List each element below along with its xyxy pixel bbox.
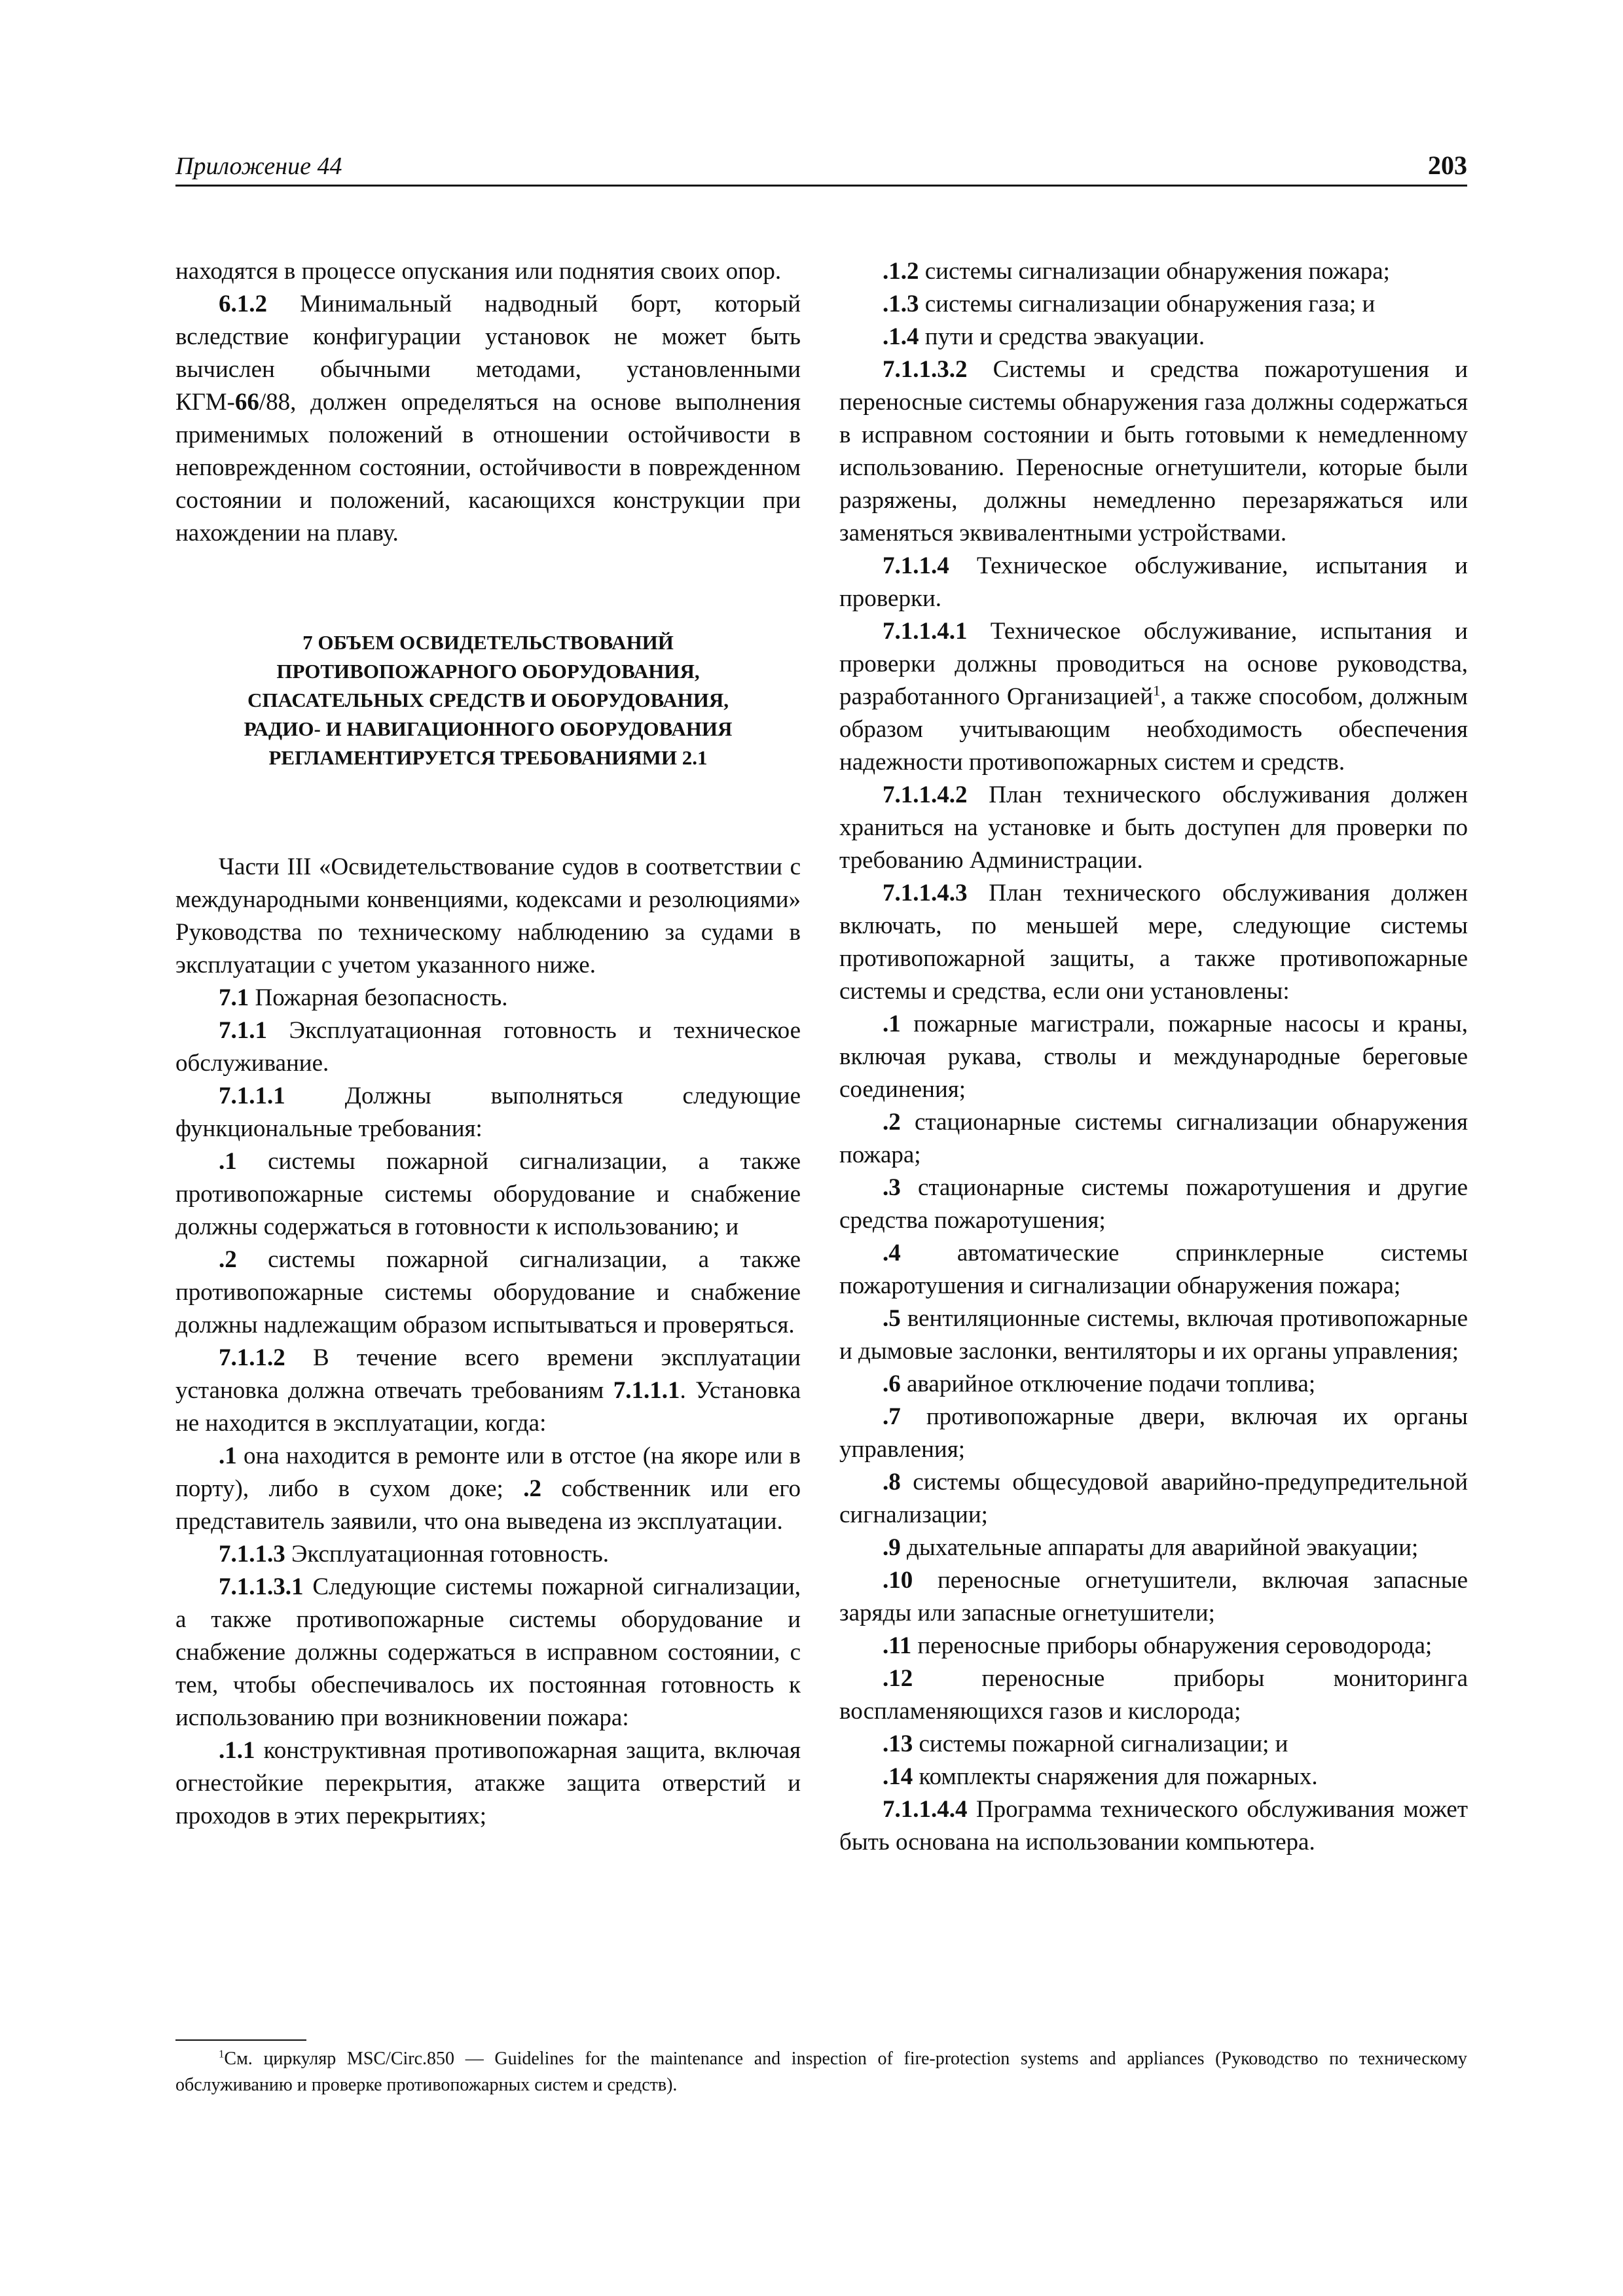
paragraph-6-1-2: 6.1.2 Минимальный надводный борт, который вследствие конфигурации установок не может быть вычислен обычными методами, установленными КГМ-66/88, должен определяться на основе выполнения применимых положений в отношении остойчивости в неповрежденном состоянии, остойчивости в поврежденном состоянии и положений, касающихся конструкции при нахождении на плаву. [175,291,801,547]
list-item: .2 стационарные системы сигнализации обнаружения пожара; [839,1109,1468,1168]
paragraph-7-1-1-3-2: 7.1.1.3.2 Системы и средства пожаротушения и переносные системы обнаружения газа должны содержаться в исправном состоянии и быть готовыми к немедленному использованию. Переносные огнетушители, которые были разряжены, должны немедленно перезаряжаться или заменяться эквивалентными устройствами. [839,356,1468,547]
paragraph-7-1-1-1: 7.1.1.1 Должны выполняться следующие функциональные требования: [175,1083,801,1142]
list-item: .1 она находится в ремонте или в отстое (на якоре или в порту), либо в сухом доке; .2 собственник или его представитель заявили, что она выведена из эксплуатации. [175,1443,801,1535]
list-item: .12 переносные приборы мониторинга воспламеняющихся газов и кислорода; [839,1665,1468,1725]
list-item: .5 вентиляционные системы, включая противопожарные и дымовые заслонки, вентиляторы и их органы управления; [839,1305,1468,1365]
list-item: .1.2 системы сигнализации обнаружения пожара; [883,258,1390,285]
list-item: .14 комплекты снаряжения для пожарных. [883,1763,1318,1790]
paragraph-7-1-1-3: 7.1.1.3 Эксплуатационная готовность. [219,1541,609,1568]
left-column [175,255,801,1833]
paragraph-7-1-1: 7.1.1 Эксплуатационная готовность и техническое обслуживание. [175,1017,801,1077]
paragraph-7-1-1-4-1: 7.1.1.4.1 Техническое обслуживание, испытания и проверки должны проводиться на основе руководства, разработанного Организацией$^1$, а также способом, должным образом учитывающим необходимость обеспечения надежности противопожарных систем и средств. [839,618,1468,776]
heading-line: 7 ОБЪЕМ ОСВИДЕТЕЛЬСТВОВАНИЙ [302,631,674,654]
right-column [839,255,1468,1859]
list-item: .7 противопожарные двери, включая их органы управления; [839,1403,1468,1463]
list-item: .1.4 пути и средства эвакуации. [883,323,1205,350]
paragraph: находятся в процессе опускания или поднятия своих опор. [175,258,782,285]
list-item: .1.3 системы сигнализации обнаружения газа; и [883,291,1376,317]
paragraph: Части III «Освидетельствование судов в соответствии с международными конвенциями, кодексами и резолюциями» Руководства по техническому наблюдению за судами в эксплуатации с учетом указанного ниже. [175,853,801,978]
page-number: 203 [1428,151,1467,180]
list-item: .13 системы пожарной сигнализации; и [883,1731,1288,1757]
list-item: .4 автоматические спринклерные системы пожаротушения и сигнализации обнаружения пожара; [839,1240,1468,1299]
paragraph-7-1: 7.1 Пожарная безопасность. [219,984,508,1011]
heading-line: ПРОТИВОПОЖАРНОГО ОБОРУДОВАНИЯ, [276,660,700,683]
list-item: .1 системы пожарной сигнализации, а также противопожарные системы оборудование и снабжение должны содержаться в готовности к использованию; и [175,1148,801,1240]
footnote-ref[interactable]: 1 [1153,682,1161,699]
list-item: .1 пожарные магистрали, пожарные насосы и краны, включая рукава, стволы и международные береговые соединения; [839,1011,1468,1103]
heading-line: РАДИО- И НАВИГАЦИОННОГО ОБОРУДОВАНИЯ [244,717,733,740]
footnote [175,2046,1467,2098]
list-item: .9 дыхательные аппараты для аварийной эвакуации; [883,1534,1419,1561]
footnote-divider [175,2039,306,2041]
list-item: .10 переносные огнетушители, включая запасные заряды или запасные огнетушители; [839,1567,1468,1626]
list-item: .1.1 конструктивная противопожарная защита, включая огнестойкие перекрытия, атакже защита отверстий и проходов в этих перекрытиях; [175,1737,801,1829]
paragraph-7-1-1-4: 7.1.1.4 Техническое обслуживание, испытания и проверки. [839,552,1468,612]
footnote-marker: 1 [219,2047,225,2060]
heading-line: СПАСАТЕЛЬНЫХ СРЕДСТВ И ОБОРУДОВАНИЯ, [247,689,729,711]
list-item: .8 системы общесудовой аварийно-предупредительной сигнализации; [839,1469,1468,1528]
paragraph-7-1-1-2: 7.1.1.2 В течение всего времени эксплуатации установка должна отвечать требованиям 7.1.1.1. Установка не находится в эксплуатации, когда: [175,1344,801,1437]
paragraph-7-1-1-4-2: 7.1.1.4.2 План технического обслуживания должен храниться на установке и быть доступен для проверки по требованию Администрации. [839,781,1468,874]
paragraph-7-1-1-3-1: 7.1.1.3.1 Следующие системы пожарной сигнализации, а также противопожарные системы оборудование и снабжение должны содержаться в исправном состоянии, с тем, чтобы обеспечивалось их постоянная готовность к использованию при возникновении пожара: [175,1573,801,1731]
running-header [175,145,1467,187]
header-appendix-title: Приложение 44 [175,152,342,180]
list-item: .11 переносные приборы обнаружения сероводорода; [883,1632,1432,1659]
footnote-text: См. циркуляр MSC/Circ.850 — Guidelines for the maintenance and inspection of fire-protection systems and appliances (Руководство по техническому обслуживанию и проверке противопожарных систем и средств). [175,2049,1467,2095]
section-heading [202,628,775,772]
list-item: .2 системы пожарной сигнализации, а также противопожарные системы оборудование и снабжение должны надлежащим образом испытываться и проверяться. [175,1246,801,1338]
list-item: .3 стационарные системы пожаротушения и другие средства пожаротушения; [839,1174,1468,1234]
paragraph-7-1-1-4-4: 7.1.1.4.4 Программа технического обслуживания может быть основана на использовании компьютера. [839,1796,1468,1856]
list-item: .6 аварийное отключение подачи топлива; [883,1371,1316,1397]
heading-line: РЕГЛАМЕНТИРУЕТСЯ ТРЕБОВАНИЯМИ 2.1 [268,746,708,769]
paragraph-7-1-1-4-3: 7.1.1.4.3 План технического обслуживания должен включать, по меньшей мере, следующие системы противопожарной защиты, а также противопожарные системы и средства, если они установлены: [839,880,1468,1005]
